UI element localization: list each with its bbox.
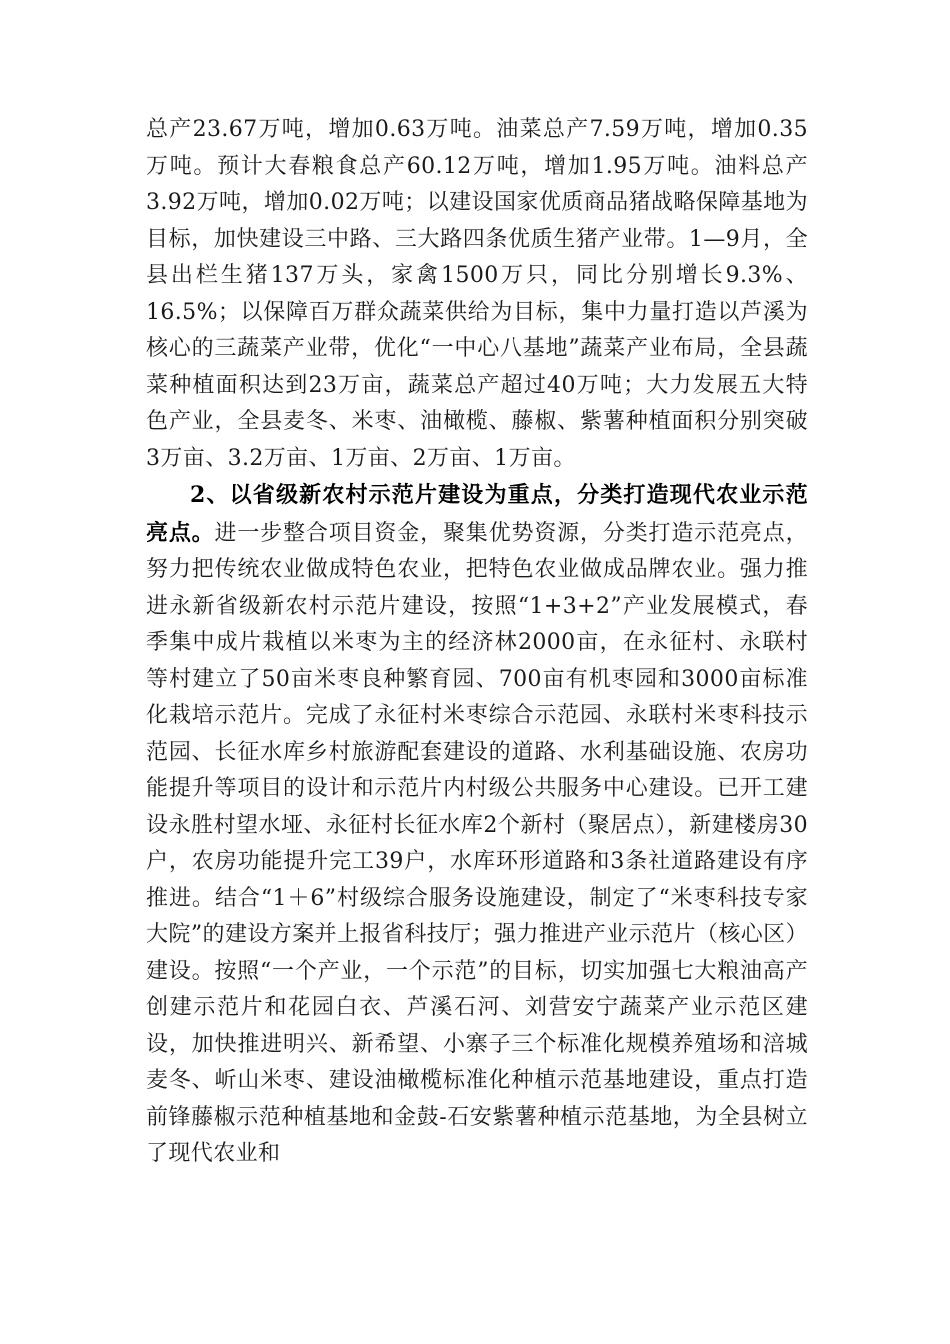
document-page — [146, 112, 808, 1173]
section-heading: 2、以省级新农村示范片建设为重点，分类打造现代农业示范亮点。 — [146, 482, 808, 546]
paragraph-production-stats: 总产23.67万吨，增加0.63万吨。油菜总产7.59万吨，增加0.35万吨。预计大春粮食总产60.12万吨，增加1.95万吨。油料总产3.92万吨，增加0.02万吨；以建设国家优质商品猪战略保障基地为目标，加快建设三中路、三大路四条优质生猪产业带。1—9月，全县出栏生猪137万头，家禽1500万只，同比分别增长9.3%、16.5%；以保障百万群众蔬菜供给为目标，集中力量打造以芦溪为核心的三蔬菜产业带，优化“一中心八基地”蔬菜产业布局，全县蔬菜种植面积达到23万亩，蔬菜总产超过40万吨；大力发展五大特色产业，全县麦冬、米枣、油橄榄、藤椒、紫薯种植面积分别突破3万亩、3.2万亩、1万亩、2万亩、1万亩。 — [146, 117, 808, 471]
section-body: 进一步整合项目资金，聚集优势资源，分类打造示范亮点，努力把传统农业做成特色农业，把特色农业做成品牌农业。强力推进永新省级新农村示范片建设，按照“1+3+2”产业发展模式，春季集中成片栽植以米枣为主的经济林2000亩，在永征村、永联村等村建立了50亩米枣良种繁育园、700亩有机枣园和3000亩标准化栽培示范片。完成了永征村米枣综合示范园、永联村米枣科技示范园、长征水库乡村旅游配套建设的道路、水利基础设施、农房功能提升等项目的设计和示范片内村级公共服务中心建设。已开工建设永胜村望水垭、永征村长征水库2个新村（聚居点），新建楼房30户，农房功能提升完工39户，水库环形道路和3条社道路建设有序推进。结合“1＋6”村级综合服务设施建设，制定了“米枣科技专家大院”的建设方案并上报省科技厅；强力推进产业示范片（核心区）建设。按照“一个产业，一个示范”的目标，切实加强七大粮油高产创建示范片和花园白衣、芦溪石河、刘营安宁蔬菜产业示范区建设，加快推进明兴、新希望、小寨子三个标准化规模养殖场和涪城麦冬、岓山米枣、建设油橄榄标准化种植示范基地建设，重点打造前锋藤椒示范种植基地和金鼓-石安紫薯种植示范基地，为全县树立了现代农业和 — [146, 520, 808, 1166]
paragraph-demonstration-zones — [146, 477, 808, 1173]
